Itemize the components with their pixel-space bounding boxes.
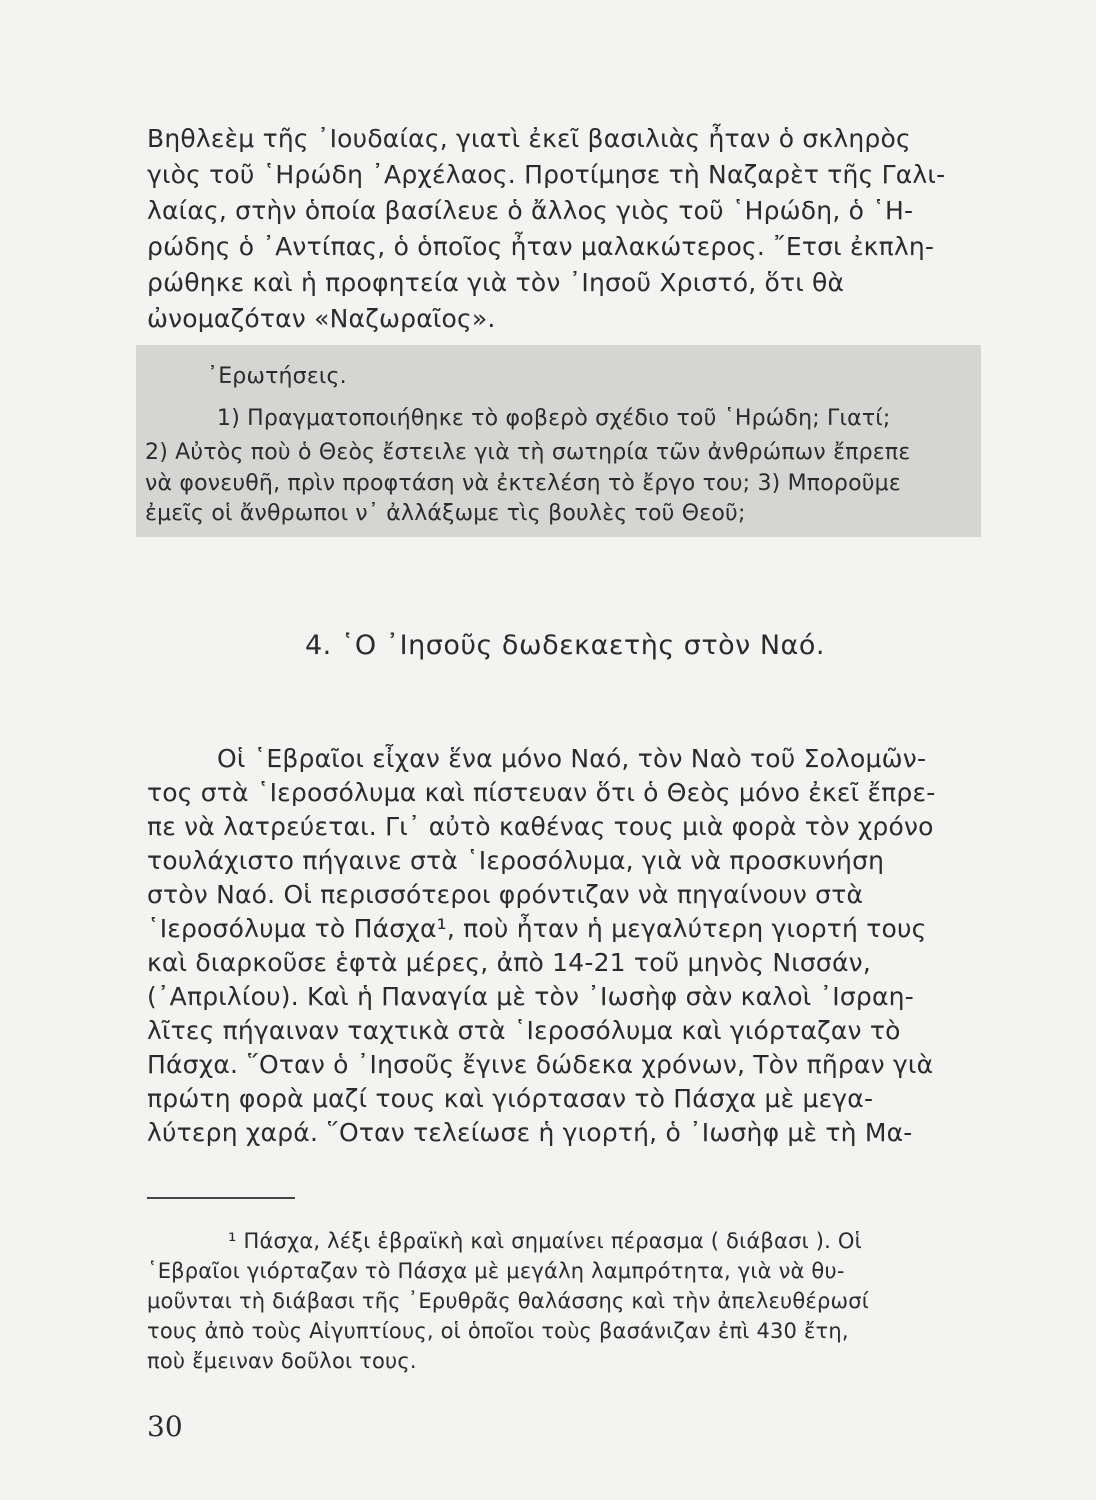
paragraph-line: λαίας, στὴν ὁποία βασίλευε ὁ ἄλλος γιὸς τοῦ ῾Ηρώδη, ὁ ῾Η-	[147, 196, 914, 225]
footnote-separator	[147, 1197, 295, 1199]
paragraph-line: καὶ διαρκοῦσε ἑφτὰ μέρες, ἀπὸ 14-21 τοῦ μηνὸς Νισσάν,	[147, 948, 871, 977]
question-line: νὰ φονευθῆ, πρὶν προφτάση νὰ ἐκτελέση τὸ ἔργο του; 3) Μποροῦμε	[145, 471, 901, 496]
paragraph-line: ρώδης ὁ ᾿Αντίπας, ὁ ὁποῖος ἦταν μαλακώτερος. ῎Ετσι ἐκπλη-	[147, 232, 935, 261]
paragraph-line: λῖτες πήγαιναν ταχτικὰ στὰ ῾Ιεροσόλυμα καὶ γιόρταζαν τὸ	[147, 1016, 901, 1045]
paragraph-line: ὠνομαζόταν «Ναζωραῖος».	[147, 304, 496, 333]
paragraph-line: λύτερη χαρά. ῞Οταν τελείωσε ἡ γιορτή, ὁ ᾿Ιωσὴφ μὲ τὴ Μα-	[147, 1118, 913, 1147]
paragraph-line: ῾Ιεροσόλυμα τὸ Πάσχα¹, ποὺ ἦταν ἡ μεγαλύτερη γιορτή τους	[147, 914, 927, 943]
footnote-line: ῾Εβραῖοι γιόρταζαν τὸ Πάσχα μὲ μεγάλη λαμπρότητα, γιὰ νὰ θυ-	[147, 1259, 845, 1283]
page-number: 30	[147, 1410, 183, 1443]
footnote-line: τους ἀπὸ τοὺς Αἰγυπτίους, οἱ ὁποῖοι τοὺς βασάνιζαν ἐπὶ 430 ἔτη,	[147, 1319, 849, 1343]
paragraph-line: πρώτη φορὰ μαζί τους καὶ γιόρτασαν τὸ Πάσχα μὲ μεγα-	[147, 1084, 874, 1113]
paragraph-line: τουλάχιστο πήγαινε στὰ ῾Ιεροσόλυμα, γιὰ νὰ προσκυνήση	[147, 846, 885, 875]
paragraph-line: Οἱ ῾Εβραῖοι εἶχαν ἕνα μόνο Ναό, τὸν Ναὸ τοῦ Σολομῶν-	[217, 744, 927, 773]
section-heading: 4. ῾Ο ᾿Ιησοῦς δωδεκαετὴς στὸν Ναό.	[305, 630, 825, 661]
questions-title: ᾿Ερωτήσεις.	[207, 364, 347, 389]
paragraph-line: στὸν Ναό. Οἱ περισσότεροι φρόντιζαν νὰ πηγαίνουν στὰ	[147, 880, 864, 909]
paragraph-line: πε νὰ λατρεύεται. Γι᾿ αὐτὸ καθένας τους μιὰ φορὰ τὸν χρόνο	[147, 812, 934, 841]
question-line: 1) Πραγματοποιήθηκε τὸ φοβερὸ σχέδιο τοῦ ῾Ηρώδη; Γιατί;	[217, 406, 891, 431]
paragraph-line: (᾿Απριλίου). Καὶ ἡ Παναγία μὲ τὸν ᾿Ιωσὴφ σὰν καλοὶ ᾿Ισραη-	[147, 982, 914, 1011]
footnote-line: ¹ Πάσχα, λέξι ἑβραϊκὴ καὶ σημαίνει πέρασμα ( διάβασι ). Οἱ	[228, 1229, 862, 1253]
paragraph-line: Πάσχα. ῞Οταν ὁ ᾿Ιησοῦς ἔγινε δώδεκα χρόνων, Τὸν πῆραν γιὰ	[147, 1050, 934, 1079]
paragraph-line: γιὸς τοῦ ῾Ηρώδη ᾿Αρχέλαος. Προτίμησε τὴ Ναζαρὲτ τῆς Γαλι-	[147, 160, 946, 189]
paragraph-line: τος στὰ ῾Ιεροσόλυμα καὶ πίστευαν ὅτι ὁ Θεὸς μόνο ἐκεῖ ἔπρε-	[147, 778, 936, 807]
footnote-line: μοῦνται τὴ διάβασι τῆς ᾿Ερυθρᾶς θαλάσσης καὶ τὴν ἀπελευθέρωσί	[147, 1289, 870, 1313]
paragraph-line: ρώθηκε καὶ ἡ προφητεία γιὰ τὸν ᾿Ιησοῦ Χριστό, ὅτι θὰ	[147, 268, 845, 297]
footnote-line: ποὺ ἔμειναν δοῦλοι τους.	[147, 1349, 417, 1373]
paragraph-line: Βηθλεὲμ τῆς ᾿Ιουδαίας, γιατὶ ἐκεῖ βασιλιὰς ἦταν ὁ σκληρὸς	[147, 124, 911, 153]
question-line: 2) Αὐτὸς ποὺ ὁ Θεὸς ἔστειλε γιὰ τὴ σωτηρία τῶν ἀνθρώπων ἔπρεπε	[145, 440, 911, 465]
question-line: ἐμεῖς οἱ ἄνθρωποι ν᾿ ἀλλάξωμε τὶς βουλὲς τοῦ Θεοῦ;	[145, 501, 746, 526]
